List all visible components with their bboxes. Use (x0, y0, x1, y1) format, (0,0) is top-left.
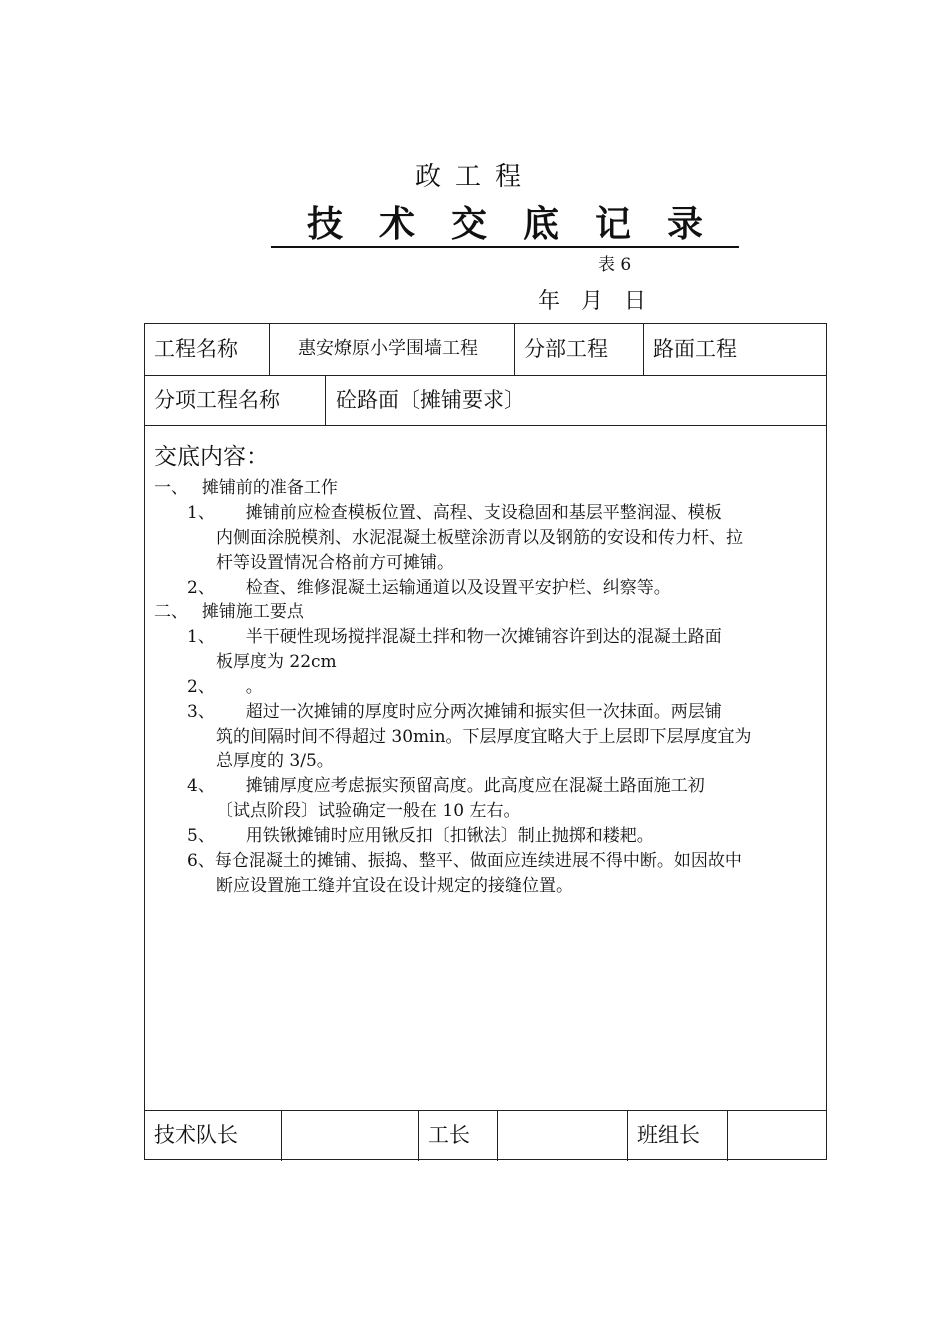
content-line: 2、 检查、维修混凝土运输通道以及设置平安护栏、纠察等。 (187, 578, 671, 598)
col-divider (627, 1110, 628, 1161)
content-line: 1、 摊铺前应检查模板位置、高程、支设稳固和基层平整润湿、模板 (187, 503, 722, 523)
foreman-label: 工长 (428, 1123, 470, 1147)
form-number: 表 6 (598, 255, 632, 275)
col-divider (514, 324, 515, 375)
col-divider (497, 1110, 498, 1161)
col-divider (418, 1110, 419, 1161)
content-line: 内侧面涂脱模剂、水泥混凝土板壁涂沥青以及钢筋的安设和传力杆、拉 (216, 528, 743, 548)
col-divider (643, 324, 644, 375)
content-line: 2、 。 (187, 677, 263, 697)
content-line: 总厚度的 3/5。 (216, 751, 334, 771)
col-divider (269, 324, 270, 375)
record-table (144, 323, 827, 1160)
header-top-title: 政工程 (414, 162, 535, 192)
subitem-value: 砼路面〔摊铺要求〕 (336, 388, 525, 412)
content-heading: 交底内容： (154, 444, 269, 470)
col-divider (325, 375, 326, 425)
content-line: 4、 摊铺厚度应考虑振实预留高度。此高度应在混凝土路面施工初 (187, 776, 705, 796)
content-line: 断应设置施工缝并宜设在设计规定的接缝位置。 (216, 876, 573, 896)
header-main-title-wrap (0, 204, 950, 248)
content-line: 〔试点阶段〕试验确定一般在 10 左右。 (216, 801, 521, 821)
team-lead-label: 班组长 (637, 1123, 700, 1147)
col-divider (281, 1110, 282, 1161)
project-name-label: 工程名称 (154, 337, 238, 361)
tech-lead-label: 技术队长 (154, 1123, 238, 1147)
content-line: 6、每仓混凝土的摊铺、振捣、整平、做面应连续进展不得中断。如因故中 (187, 851, 742, 871)
content-line: 一、 摊铺前的准备工作 (154, 478, 338, 498)
content-line: 二、 摊铺施工要点 (154, 602, 304, 622)
content-line: 1、 半干硬性现场搅拌混凝土拌和物一次摊铺容许到达的混凝土路面 (187, 627, 722, 647)
row-divider (145, 425, 826, 426)
project-name-value: 惠安燎原小学围墙工程 (298, 338, 478, 359)
content-line: 3、 超过一次摊铺的厚度时应分两次摊铺和振实但一次抹面。两层铺 (187, 702, 722, 722)
content-line: 杆等设置情况合格前方可摊铺。 (216, 553, 454, 573)
division-label: 分部工程 (524, 337, 608, 361)
subitem-label: 分项工程名称 (154, 388, 280, 412)
col-divider (727, 1110, 728, 1161)
row-divider (145, 1110, 826, 1111)
content-line: 板厚度为 22cm (216, 652, 337, 672)
content-line: 筑的间隔时间不得超过 30min。下层厚度宜略大于上层即下层厚度宜为 (216, 727, 752, 747)
date-line: 年 月 日 (538, 289, 646, 314)
content-line: 5、 用铁锹摊铺时应用锹反扣〔扣锹法〕制止抛掷和耧耙。 (187, 826, 654, 846)
document-title: 技术交底记录 (271, 204, 739, 248)
division-value: 路面工程 (653, 337, 737, 361)
